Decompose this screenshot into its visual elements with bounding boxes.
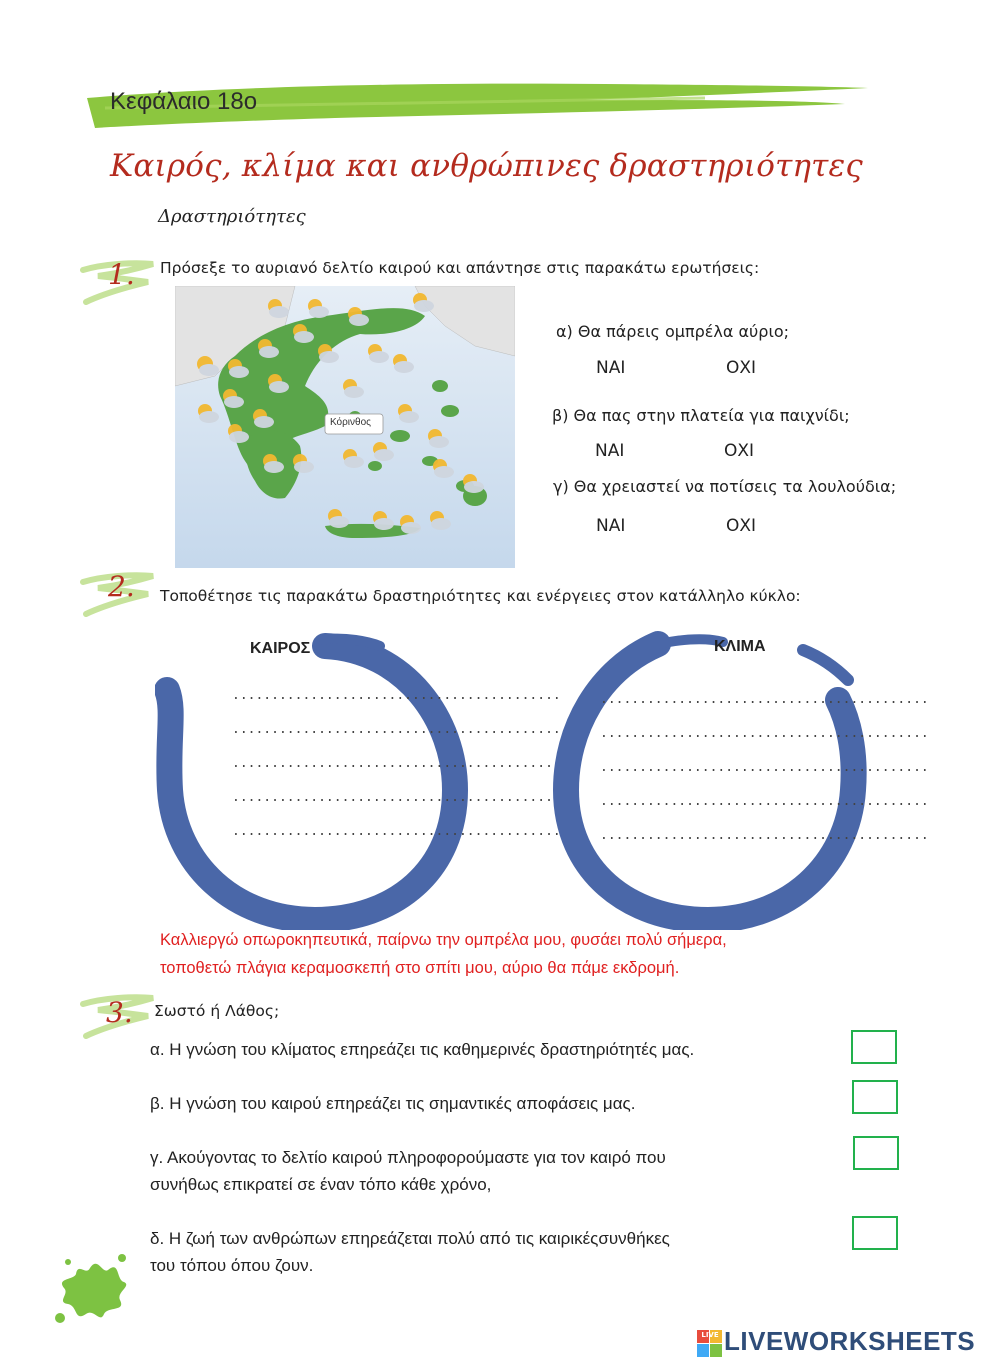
liveworksheets-logo-mark: LIVE [701, 1331, 719, 1339]
q1-prompt: Πρόσεξε το αυριανό δελτίο καιρού και απάντησε στις παρακάτω ερωτήσεις: [160, 259, 760, 277]
q3a-answer-box[interactable] [851, 1030, 897, 1064]
chapter-title: Κεφάλαιο 18ο [110, 88, 258, 115]
weather-circle-label: ΚΑΙΡΟΣ [250, 640, 311, 657]
climate-line-3[interactable]: .......................................... [600, 760, 929, 775]
activities-line-1: Καλλιεργώ οπωροκηπευτικά, παίρνω την ομπρέλα μου, φυσάει πολύ σήμερα, [160, 931, 727, 949]
weather-line-3[interactable]: .......................................... [232, 756, 561, 771]
climate-line-2[interactable]: .......................................... [600, 726, 929, 741]
weather-line-2[interactable]: .......................................... [232, 722, 561, 737]
climate-line-5[interactable]: .......................................... [600, 828, 929, 843]
q1c-yes-option[interactable]: ΝΑΙ [596, 516, 626, 536]
q1c-text: γ) Θα χρειαστεί να ποτίσεις τα λουλούδια; [553, 477, 897, 496]
climate-circle-label: ΚΛΙΜΑ [714, 638, 766, 655]
climate-circle[interactable] [548, 630, 868, 930]
climate-line-4[interactable]: .......................................... [600, 794, 929, 809]
q2-prompt: Τοποθέτησε τις παρακάτω δραστηριότητες και ενέργειες στον κατάλληλο κύκλο: [160, 587, 801, 605]
page-title: Καιρός, κλίμα και ανθρώπινες δραστηριότητες [110, 148, 863, 184]
q1b-yes-option[interactable]: ΝΑΙ [595, 441, 625, 461]
map-city-label: Κόρινθος [330, 417, 371, 428]
q3-number: 3. [106, 996, 133, 1029]
q1c-no-option[interactable]: ΟΧΙ [726, 516, 757, 536]
q1a-text: α) Θα πάρεις ομπρέλα αύριο; [556, 322, 790, 341]
weather-line-5[interactable]: .......................................... [232, 824, 561, 839]
q1a-yes-option[interactable]: ΝΑΙ [596, 358, 626, 378]
q2-number: 2. [108, 570, 135, 603]
weather-line-4[interactable]: .......................................... [232, 790, 561, 805]
section-subtitle: Δραστηριότητες [158, 206, 306, 227]
activities-line-2: τοποθετώ πλάγια κεραμοσκεπή στο σπίτι μου, αύριο θα πάμε εκδρομή. [160, 959, 680, 977]
weather-circle[interactable] [155, 630, 475, 930]
q1a-no-option[interactable]: ΟΧΙ [726, 358, 757, 378]
q3d-statement-line-2: του τόπου όπου ζουν. [150, 1256, 314, 1275]
liveworksheets-logo: LIVEWORKSHEETS [724, 1326, 976, 1356]
q1b-no-option[interactable]: ΟΧΙ [724, 441, 755, 461]
q1b-text: β) Θα πας στην πλατεία για παιχνίδι; [552, 406, 850, 425]
weather-line-1[interactable]: .......................................... [232, 688, 561, 703]
q3b-statement: β. Η γνώση του καιρού επηρεάζει τις σημαντικές αποφάσεις μας. [150, 1094, 636, 1113]
green-splat-icon [50, 1248, 132, 1328]
q3c-statement-line-2: συνήθως επικρατεί σε έναν τόπο κάθε χρόνο, [150, 1175, 492, 1194]
q3c-answer-box[interactable] [853, 1136, 899, 1170]
q1-number: 1. [108, 258, 135, 291]
q3a-statement: α. Η γνώση του κλίματος επηρεάζει τις καθημερινές δραστηριότητές μας. [150, 1040, 695, 1059]
q3d-statement-line-1: δ. Η ζωή των ανθρώπων επηρεάζεται πολύ από τις καιρικέςσυνθήκες [150, 1229, 670, 1248]
q3d-answer-box[interactable] [852, 1216, 898, 1250]
q3b-answer-box[interactable] [852, 1080, 898, 1114]
q3-prompt: Σωστό ή Λάθος; [154, 1002, 280, 1020]
q3c-statement-line-1: γ. Ακούγοντας το δελτίο καιρού πληροφορούμαστε για τον καιρό που [150, 1148, 666, 1167]
climate-line-1[interactable]: .......................................... [600, 692, 929, 707]
